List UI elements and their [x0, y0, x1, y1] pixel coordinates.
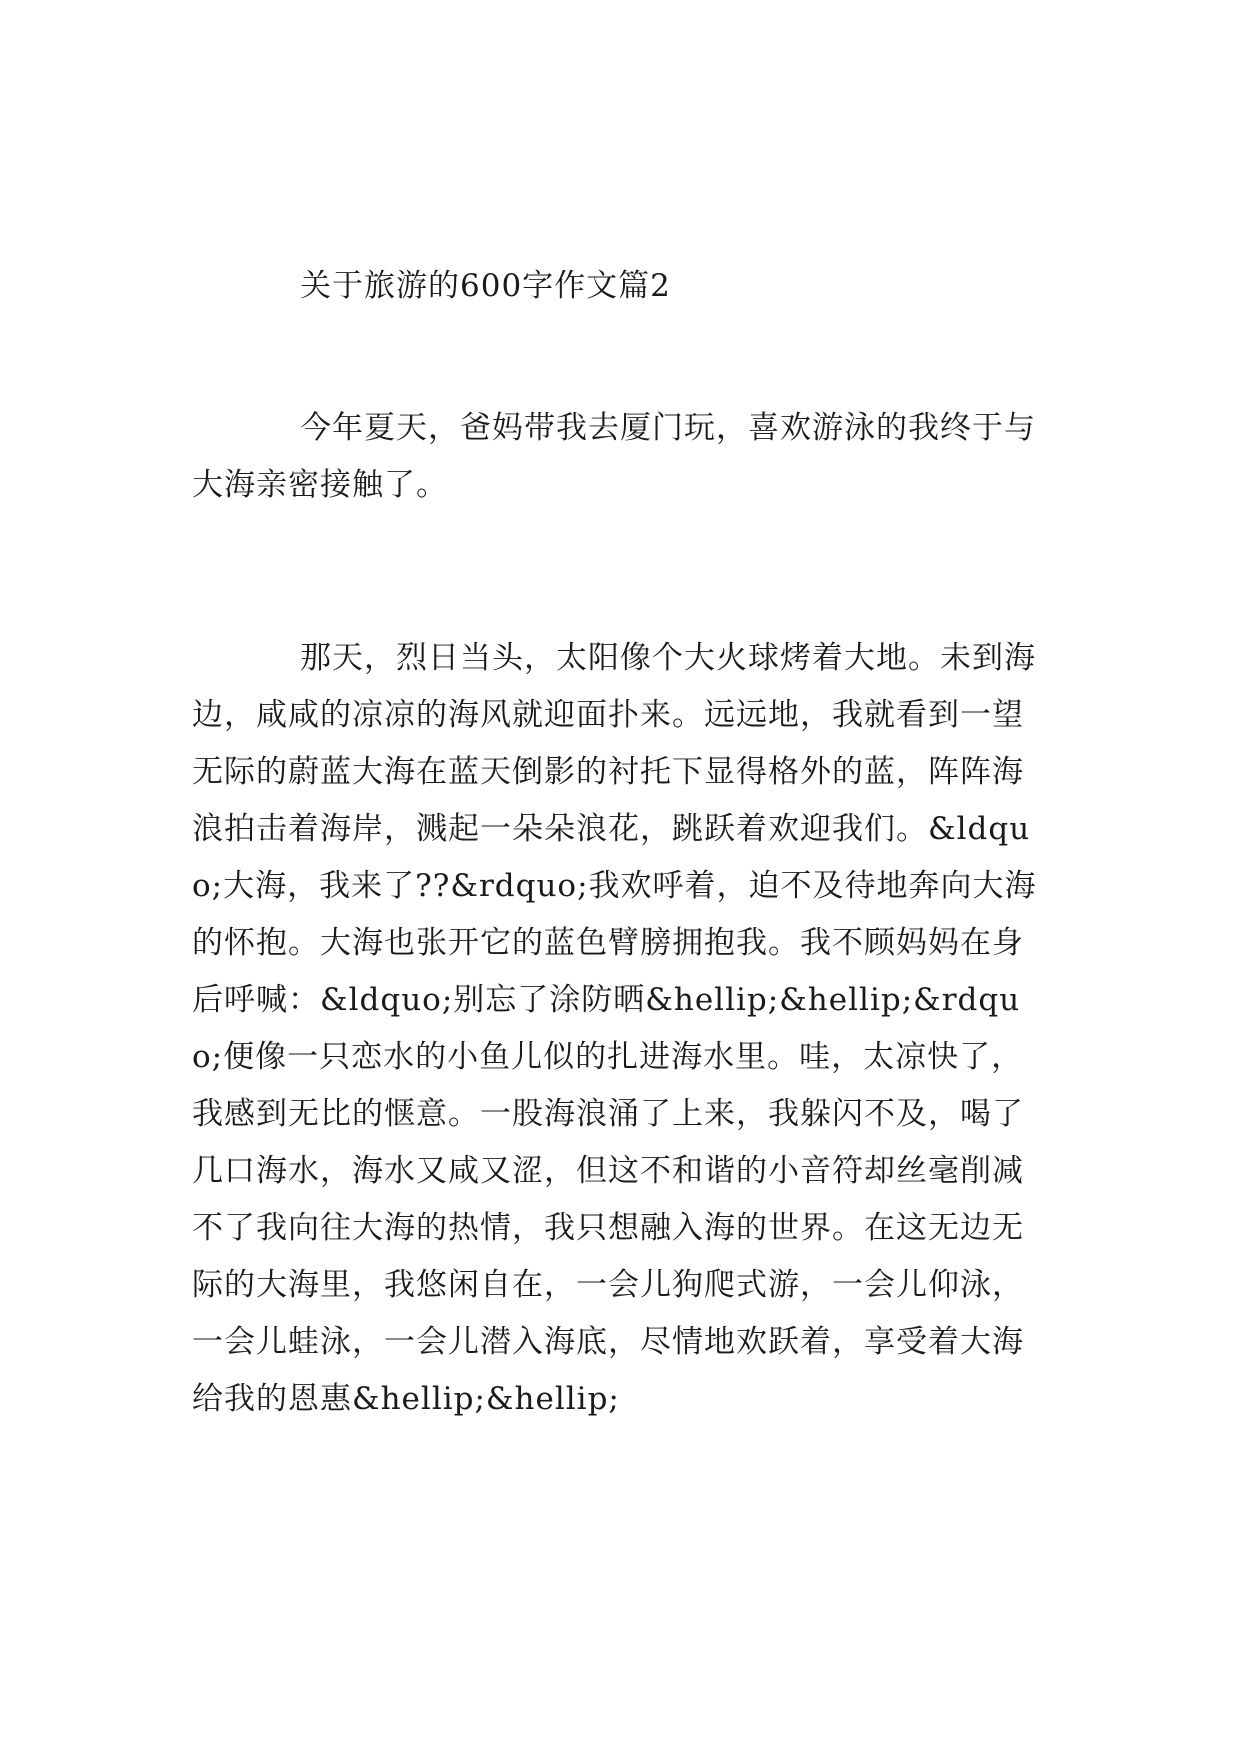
paragraph-2: 那天，烈日当头，太阳像个大火球烤着大地。未到海边，咸咸的凉凉的海风就迎面扑来。远远地，我就看到一望无际的蔚蓝大海在蓝天倒影的衬托下显得格外的蓝，阵阵海浪拍击着海岸，溅起一朵朵浪花，跳跃着欢迎我们。&ldquo;大海，我来了??&rdquo;我欢呼着，迫不及待地奔向大海的怀抱。大海也张开它的蓝色臂膀拥抱我。我不顾妈妈在身后呼喊：&ldquo;别忘了涂防晒&hellip;&hellip;&rdquo;便像一只恋水的小鱼儿似的扎进海水里。哇，太凉快了，我感到无比的惬意。一股海浪涌了上来，我躲闪不及，喝了几口海水，海水又咸又涩，但这不和谐的小音符却丝毫削减不了我向往大海的热情，我只想融入海的世界。在这无边无际的大海里，我悠闲自在，一会儿狗爬式游，一会儿仰泳，一会儿蛙泳，一会儿潜入海底，尽情地欢跃着，享受着大海给我的恩惠&hellip;&hellip;	[192, 640, 1037, 1417]
document-title: 关于旅游的600字作文篇2	[300, 268, 671, 304]
paragraph-1: 今年夏天，爸妈带我去厦门玩，喜欢游泳的我终于与大海亲密接触了。	[192, 410, 1036, 503]
